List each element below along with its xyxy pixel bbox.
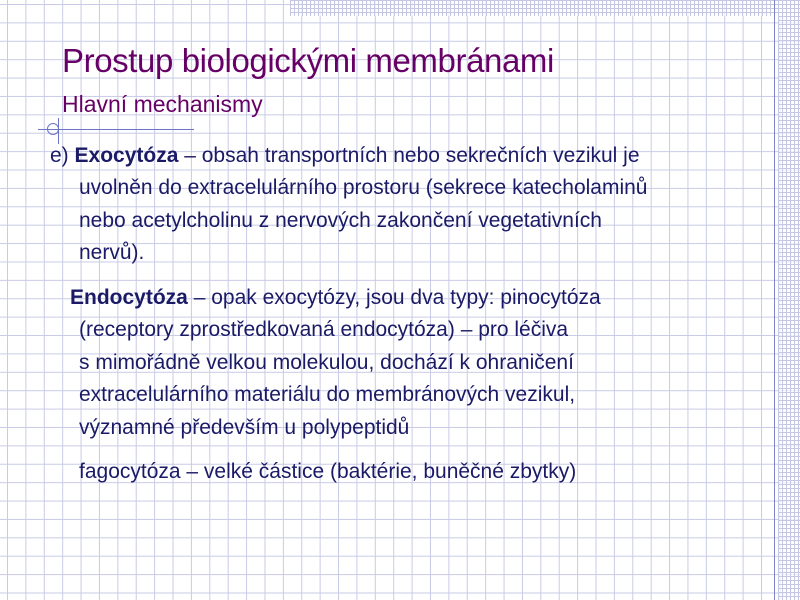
decorative-divider-line <box>38 129 194 130</box>
decorative-ring-icon <box>47 123 59 135</box>
decorative-grid-band-top <box>290 0 800 16</box>
endocytosis-paragraph-line-1 <box>70 282 601 315</box>
exocytosis-term: Exocytóza <box>74 144 179 167</box>
endocytosis-paragraph-line-4: extracelulárního materiálu do membránových vezikul, <box>79 383 576 406</box>
endocytosis-term: Endocytóza <box>70 286 188 309</box>
decorative-vertical-line <box>774 0 775 600</box>
exocytosis-paragraph-line-1 <box>50 140 640 173</box>
endocytosis-text-1: – opak exocytózy, jsou dva typy: pinocytóza <box>187 286 601 309</box>
phagocytosis-paragraph-line: fagocytóza – velké částice (baktérie, buněčné zbytky) <box>79 460 577 483</box>
exocytosis-paragraph-line-2: uvolněn do extracelulárního prostoru (sekrece katecholaminů <box>79 176 648 199</box>
endocytosis-paragraph-line-3: s mimořádně velkou molekulou, dochází k ohraničení <box>79 351 574 374</box>
decorative-grid-band-right <box>778 0 800 600</box>
exocytosis-marker: e) <box>50 144 69 167</box>
endocytosis-paragraph-line-5: významné především u polypeptidů <box>79 416 410 439</box>
endocytosis-paragraph-line-2: (receptory zprostředkovaná endocytóza) – pro léčiva <box>79 318 569 341</box>
exocytosis-paragraph-line-3: nebo acetylcholinu z nervových zakončení vegetativních <box>79 209 602 232</box>
exocytosis-text-1: – obsah transportních nebo sekrečních vezikul je <box>178 144 640 167</box>
exocytosis-paragraph-line-4: nervů). <box>79 241 145 264</box>
slide-subtitle: Hlavní mechanismy <box>62 91 263 117</box>
slide-title: Prostup biologickými membránami <box>62 42 554 79</box>
